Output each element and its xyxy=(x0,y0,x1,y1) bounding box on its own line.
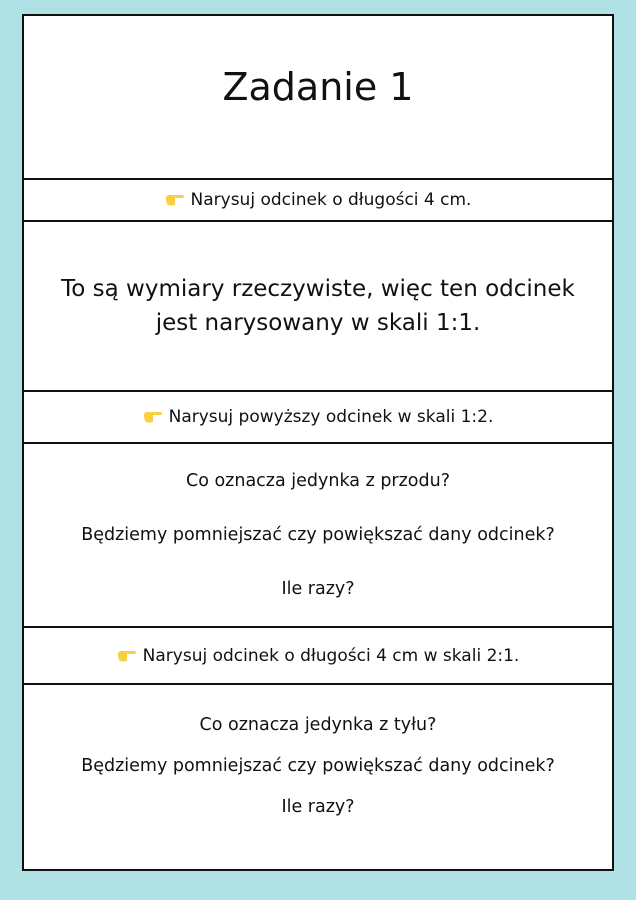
note-line-1: To są wymiary rzeczywiste, więc ten odcinek xyxy=(61,276,575,302)
questions-3 xyxy=(24,685,612,869)
task-2 xyxy=(24,392,612,442)
task-3-text: Narysuj odcinek o długości 4 cm w skali 2:1. xyxy=(142,645,520,666)
task-1 xyxy=(24,180,612,220)
question: Ile razy? xyxy=(281,579,355,599)
questions-2 xyxy=(24,444,612,626)
task-1-text: Narysuj odcinek o długości 4 cm. xyxy=(190,190,472,210)
note-line-2: jest narysowany w skali 1:1. xyxy=(155,310,481,336)
task-2-text: Narysuj powyższy odcinek w skali 1:2. xyxy=(168,407,494,427)
question: Ile razy? xyxy=(281,797,355,817)
question: Co oznacza jedynka z przodu? xyxy=(185,471,451,491)
question: Będziemy pomniejszać czy powiększać dany odcinek? xyxy=(81,525,555,545)
task-3 xyxy=(24,628,612,683)
pointing-hand-icon xyxy=(165,193,185,207)
title-section xyxy=(24,16,612,178)
question: Co oznacza jedynka z tyłu? xyxy=(199,715,437,735)
note-section xyxy=(24,222,612,390)
worksheet-card xyxy=(22,14,614,871)
pointing-hand-icon xyxy=(143,410,163,424)
question: Będziemy pomniejszać czy powiększać dany odcinek? xyxy=(81,756,555,776)
pointing-hand-icon xyxy=(117,649,137,663)
page-title: Zadanie 1 xyxy=(222,65,414,109)
